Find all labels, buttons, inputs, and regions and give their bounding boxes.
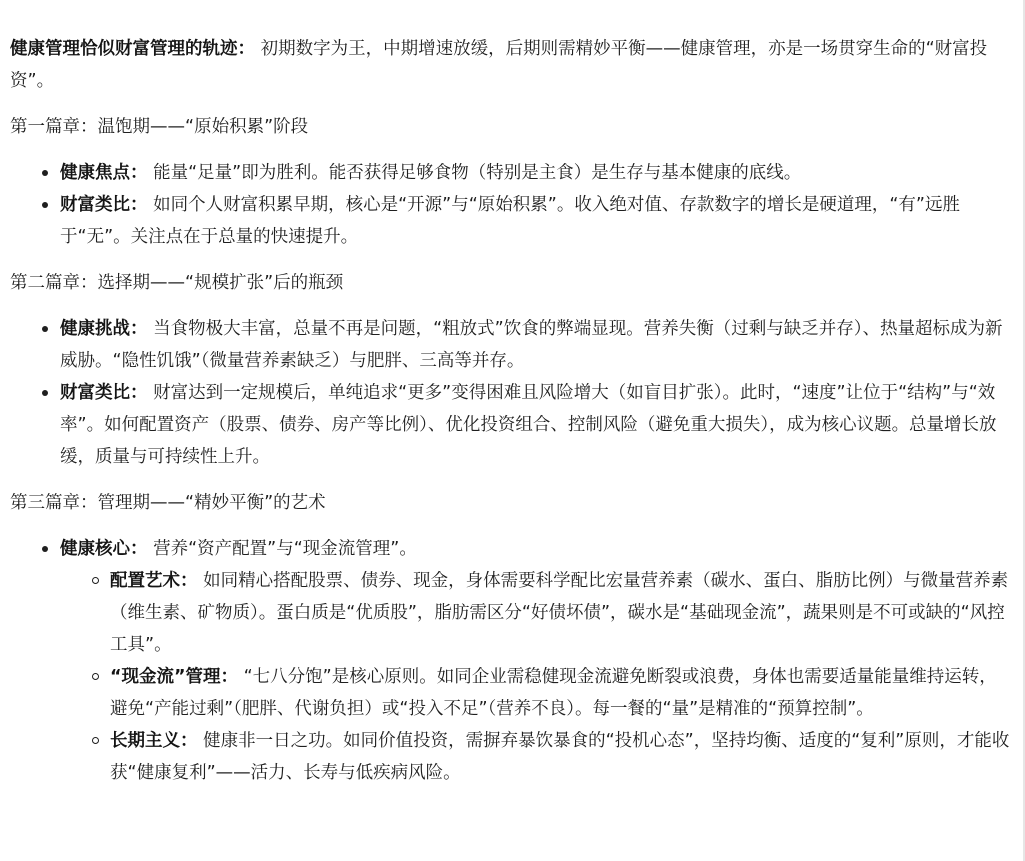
intro-paragraph xyxy=(10,33,1010,97)
subitem-label: 长期主义： xyxy=(110,731,198,751)
subitem-label: “现金流”管理： xyxy=(110,667,239,687)
item-text: 能量“足量”即为胜利。能否获得足够食物（特别是主食）是生存与基本健康的底线。 xyxy=(153,163,802,183)
list-item-wealth-analogy-1 xyxy=(10,189,1010,253)
article-body xyxy=(10,33,1010,803)
list-item-health-focus xyxy=(10,157,1010,189)
list-item-health-challenge xyxy=(10,313,1010,377)
item-label: 财富类比： xyxy=(60,383,148,403)
chapter-2-title: 第二篇章：选择期——“规模扩张”后的瓶颈 xyxy=(10,273,344,293)
chapter-1-list xyxy=(10,157,1010,253)
chapter-2-list xyxy=(10,313,1010,473)
item-text: 营养“资产配置”与“现金流管理”。 xyxy=(153,539,417,559)
item-text: 当食物极大丰富，总量不再是问题，“粗放式”饮食的弊端显现。营养失衡（过剩与缺乏并存）、热量超标成为新威胁。“隐性饥饿”（微量营养素缺乏）与肥胖、三高等并存。 xyxy=(60,319,1003,371)
item-label: 财富类比： xyxy=(60,195,148,215)
chapter-3-list xyxy=(10,533,1010,789)
item-label: 健康焦点： xyxy=(60,163,148,183)
intro-text: 初期数字为王，中期增速放缓，后期则需精妙平衡——健康管理，亦是一场贯穿生命的“财富投资”。 xyxy=(10,39,988,91)
subitem-label: 配置艺术： xyxy=(110,571,198,591)
health-core-sublist xyxy=(60,565,1010,789)
chapter-1-title: 第一篇章：温饱期——“原始积累”阶段 xyxy=(10,117,309,137)
subitem-text: 健康非一日之功。如同价值投资，需摒弃暴饮暴食的“投机心态”，坚持均衡、适度的“复利”原则，才能收获“健康复利”——活力、长寿与低疾病风险。 xyxy=(110,731,1010,783)
subitem-text: “七八分饱”是核心原则。如同企业需稳健现金流避免断裂或浪费，身体也需要适量能量维持运转，避免“产能过剩”（肥胖、代谢负担）或“投入不足”（营养不良）。每一餐的“量”是精准的“预算控制”。 xyxy=(110,667,997,719)
item-text: 财富达到一定规模后，单纯追求“更多”变得困难且风险增大（如盲目扩张）。此时，“速度”让位于“结构”与“效率”。如何配置资产（股票、债券、房产等比例）、优化投资组合、控制风险（避免重大损失），成为核心议题。总量增长放缓，质量与可持续性上升。 xyxy=(60,383,997,467)
sublist-item-allocation-art xyxy=(60,565,1010,661)
item-label: 健康挑战： xyxy=(60,319,148,339)
sublist-item-cashflow-management xyxy=(60,661,1010,725)
item-text: 如同个人财富积累早期，核心是“开源”与“原始积累”。收入绝对值、存款数字的增长是硬道理，“有”远胜于“无”。关注点在于总量的快速提升。 xyxy=(60,195,960,247)
item-label: 健康核心： xyxy=(60,539,148,559)
sublist-item-long-termism xyxy=(60,725,1010,789)
list-item-health-core xyxy=(10,533,1010,789)
subitem-text: 如同精心搭配股票、债券、现金，身体需要科学配比宏量营养素（碳水、蛋白、脂肪比例）与微量营养素（维生素、矿物质）。蛋白质是“优质股”，脂肪需区分“好债坏债”，碳水是“基础现金流”，蔬果则是不可或缺的“风控工具”。 xyxy=(110,571,1009,655)
list-item-wealth-analogy-2 xyxy=(10,377,1010,473)
intro-label: 健康管理恰似财富管理的轨迹： xyxy=(10,39,255,59)
chapter-3-title: 第三篇章：管理期——“精妙平衡”的艺术 xyxy=(10,493,326,513)
